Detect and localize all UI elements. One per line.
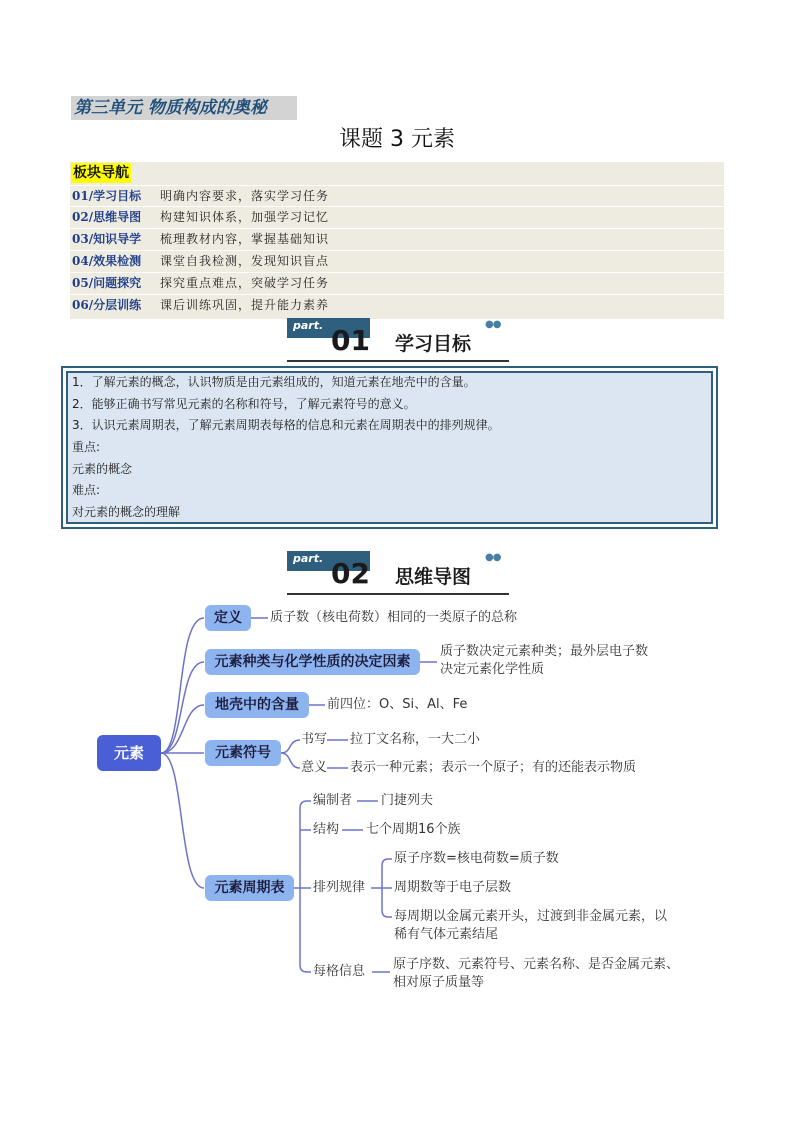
arrangement-rule: 原子序数=核电荷数=质子数 bbox=[394, 851, 559, 866]
nav-code: 03/知识导学 bbox=[72, 232, 142, 246]
node-definition: 定义 bbox=[205, 605, 251, 631]
part-label: part. bbox=[293, 319, 324, 332]
goal-line: 重点: bbox=[72, 440, 101, 454]
goal-line: 2．能够正确书写常见元素的名称和符号，了解元素符号的意义。 bbox=[72, 397, 416, 411]
mindmap-root: 元素 bbox=[97, 735, 161, 771]
nav-code: 02/思维导图 bbox=[72, 210, 142, 224]
nav-desc: 探究重点难点，突破学习任务 bbox=[160, 276, 330, 290]
nav-code: 04/效果检测 bbox=[72, 254, 142, 268]
goal-line: 对元素的概念的理解 bbox=[72, 505, 181, 519]
cell-info-text: 原子序数、元素符号、元素名称、是否金属元素、 bbox=[393, 957, 680, 972]
crust-text: 前四位：O、Si、Al、Fe bbox=[327, 697, 468, 712]
nav-desc: 课后训练巩固，提升能力素养 bbox=[160, 298, 330, 312]
goal-line: 难点: bbox=[72, 483, 101, 497]
nav-desc: 明确内容要求，落实学习任务 bbox=[160, 189, 330, 203]
cell-info-text: 相对原子质量等 bbox=[393, 975, 485, 990]
nav-code: 06/分层训练 bbox=[72, 298, 142, 312]
table-author-text: 门捷列夫 bbox=[381, 793, 434, 808]
factors-text: 质子数决定元素种类；最外层电子数 bbox=[440, 644, 649, 659]
symbol-sub-writing: 书写 bbox=[301, 732, 328, 747]
arrangement-rule: 周期数等于电子层数 bbox=[394, 880, 512, 895]
arrangement-rule: 稀有气体元素结尾 bbox=[394, 927, 499, 942]
goal-line: 3．认识元素周期表，了解元素周期表每格的信息和元素在周期表中的排列规律。 bbox=[72, 418, 500, 432]
nav-code: 01/学习目标 bbox=[72, 189, 142, 203]
table-sub-cell-info: 每格信息 bbox=[313, 964, 366, 979]
table-structure-text: 七个周期16个族 bbox=[366, 822, 461, 837]
goal-line: 元素的概念 bbox=[72, 462, 133, 476]
lesson-title: 课题 3 元素 bbox=[339, 127, 455, 152]
part-number: 02 bbox=[331, 557, 370, 590]
goal-line: 1．了解元素的概念，认识物质是由元素组成的，知道元素在地壳中的含量。 bbox=[72, 375, 476, 389]
nav-desc: 梳理教材内容，掌握基础知识 bbox=[160, 232, 330, 246]
nav-code: 05/问题探究 bbox=[72, 276, 142, 290]
part-title: 思维导图 bbox=[395, 566, 472, 588]
decor-dots-icon: ●● bbox=[485, 319, 501, 330]
symbol-meaning-text: 表示一种元素；表示一个原子；有的还能表示物质 bbox=[350, 760, 637, 775]
nav-desc: 构建知识体系，加强学习记忆 bbox=[160, 210, 330, 224]
node-element-symbol: 元素符号 bbox=[205, 740, 281, 766]
table-sub-author: 编制者 bbox=[313, 793, 353, 808]
part-title: 学习目标 bbox=[395, 333, 472, 355]
table-sub-structure: 结构 bbox=[313, 822, 340, 837]
node-determining-factors: 元素种类与化学性质的决定因素 bbox=[205, 649, 420, 675]
node-crust-content: 地壳中的含量 bbox=[205, 692, 309, 718]
table-sub-arrangement: 排列规律 bbox=[313, 880, 366, 895]
nav-title: 板块导航 bbox=[73, 165, 129, 181]
part-label: part. bbox=[293, 552, 324, 565]
decor-dots-icon: ●● bbox=[485, 552, 501, 563]
definition-text: 质子数（核电荷数）相同的一类原子的总称 bbox=[270, 610, 518, 625]
symbol-writing-text: 拉丁文名称，一大二小 bbox=[350, 732, 481, 747]
node-periodic-table: 元素周期表 bbox=[205, 875, 294, 901]
part-number: 01 bbox=[331, 324, 370, 357]
symbol-sub-meaning: 意义 bbox=[301, 760, 328, 775]
arrangement-rule: 每周期以金属元素开头，过渡到非金属元素，以 bbox=[394, 909, 668, 924]
unit-title: 第三单元 物质构成的奥秘 bbox=[71, 96, 297, 120]
nav-desc: 课堂自我检测，发现知识盲点 bbox=[160, 254, 330, 268]
factors-text: 决定元素化学性质 bbox=[440, 662, 545, 677]
